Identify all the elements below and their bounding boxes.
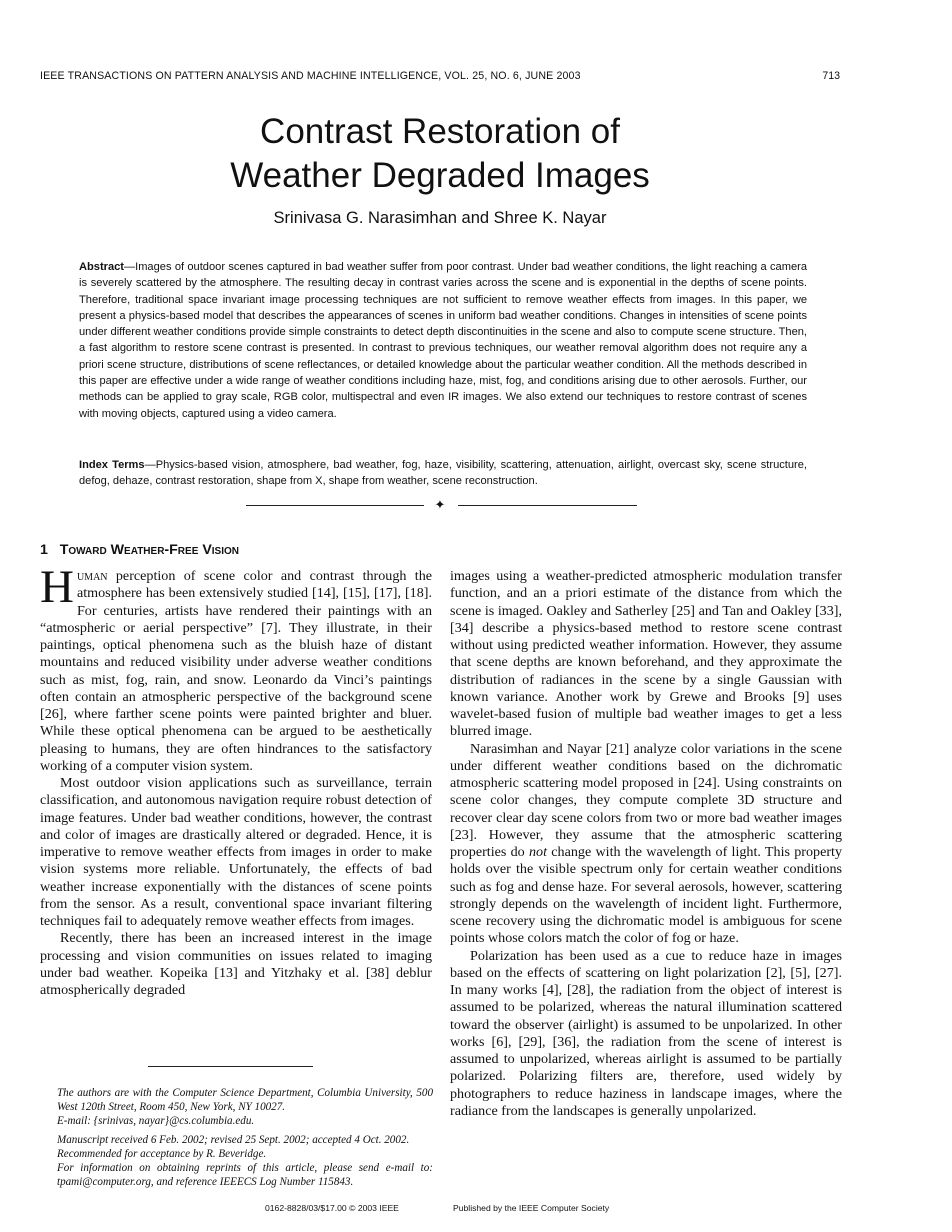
divider-rule-right	[458, 505, 637, 506]
paper-title	[0, 110, 880, 198]
footnote-affiliation	[57, 1086, 433, 1128]
abstract	[79, 259, 807, 422]
index-terms-label: Index Terms	[79, 459, 145, 471]
section-heading	[40, 542, 239, 558]
right-paragraph-2-emphasis: not	[529, 844, 548, 860]
divider-diamond-icon: ✦	[434, 497, 446, 512]
abstract-text: —Images of outdoor scenes captured in bad weather suffer from poor contrast. Under bad weather conditions, the light reaching a camera is severely scattered by the atmosphere. The resulting decay in contrast varies across the scene and is exponential in the depths of scene points. Therefore, traditional space invariant image processing techniques are not sufficient to remove weather effects from images. In this paper, we present a physics-based model that describes the appearances of scenes in uniform bad weather conditions. Changes in intensities of scene points under different weather conditions provide simple constraints to detect depth discontinuities in the scene and also to compute scene structure. Then, a fast algorithm to restore scene contrast is presented. In contrast to previous techniques, our weather removal algorithm does not require any a priori scene structure, distributions of scene reflectances, or detailed knowledge about the particular weather condition. All the methods described in this paper are effective under a wide range of weather conditions including haze, mist, fog, and conditions arising due to other aerosols. Further, our methods can be applied to gray scale, RGB color, multispectral and even IR images. We also extend our techniques to restore contrast of scenes with moving objects, captured using a video camera.	[79, 261, 807, 420]
left-paragraph-3: Recently, there has been an increased interest in the image processing and vision communities on issues related to imaging under bad weather. Kopeika [13] and Yitzhaky et al. [38] deblur atmospherically degraded	[40, 930, 432, 998]
right-paragraph-1: images using a weather-predicted atmospheric modulation transfer function, and an a priori estimate of the distance from which the scene is imaged. Oakley and Satherley [25] and Tan and Oakley [33], [34] describe a physics-based method to restore scene contrast without using predicted weather information. However, they assume that scene depths are known beforehand, and they approximate the distribution of radiances in the scene by a single Gaussian with known variance. Another work by Grewe and Brooks [9] uses wavelet-based fusion of multiple bad weather images to get a less blurred image.	[450, 568, 842, 740]
right-paragraph-3: Polarization has been used as a cue to reduce haze in images based on the effects of scattering on light polarization [2], [5], [27]. In many works [4], [28], the radiation from the object of interest is assumed to be polarized, whereas the natural illumination scattered toward the observer (airlight) is assumed to be unpolarized. In other works [6], [29], [36], the radiation from the scene of interest is assumed to unpolarized, whereas airlight is assumed to be partially polarized. Polarizing filters are, therefore, used widely by photographers to reduce haziness in landscape images, where the radiance from the landscapes is generally unpolarized.	[450, 947, 842, 1119]
abstract-label: Abstract	[79, 261, 125, 273]
footnote-reprints: For information on obtaining reprints of this article, please send e-mail to: tpami@computer.org, and reference IEEECS Log Number 115843.	[57, 1162, 433, 1188]
running-head: IEEE TRANSACTIONS ON PATTERN ANALYSIS AND MACHINE INTELLIGENCE, VOL. 25, NO. 6, JUNE 2003	[40, 70, 581, 82]
footer-publisher: Published by the IEEE Computer Society	[453, 1203, 610, 1213]
index-terms	[79, 457, 807, 490]
right-paragraph-2-text-a: Narasimhan and Nayar [21] analyze color variations in the scene under different weather conditions based on the dichromatic atmospheric scattering model proposed in [24]. Using constraints on scene color changes, they compute complete 3D structure and recover clear day scene colors from two or more bad weather images [23]. However, they assume that the atmospheric scattering properties do	[450, 740, 842, 860]
title-line-1: Contrast Restoration of	[260, 112, 620, 151]
left-paragraph-2: Most outdoor vision applications such as surveillance, terrain classification, and autonomous navigation require robust detection of image features. Under bad weather conditions, however, the contrast and color of images are drastically altered or degraded. Hence, it is imperative to remove weather effects from images in order to make vision systems more reliable. Unfortunately, the effects of bad weather increase exponentially with the distances of scene points from the sensor. As a result, conventional space invariant filtering techniques fail to adequately remove weather effects from images.	[40, 775, 432, 929]
right-paragraph-2	[450, 741, 842, 948]
left-paragraph-1	[40, 561, 432, 775]
authors: Srinivasa G. Narasimhan and Shree K. Nayar	[273, 209, 607, 227]
divider-rule-left	[246, 505, 424, 506]
page-number: 713	[822, 70, 840, 82]
footnote-affiliation-address: The authors are with the Computer Science Department, Columbia University, 500 West 120th Street, Room 450, New York, NY 10027.	[57, 1087, 433, 1113]
footer-copyright: 0162-8828/03/$17.00 © 2003 IEEE	[265, 1203, 399, 1213]
footnote-recommended: Recommended for acceptance by R. Beveridge.	[57, 1148, 267, 1160]
drop-cap: H	[40, 561, 74, 613]
drop-cap-rest: uman	[76, 568, 108, 584]
footnote-manuscript	[57, 1133, 433, 1189]
right-column	[450, 568, 842, 1120]
title-line-2: Weather Degraded Images	[230, 156, 650, 195]
section-title: Toward Weather-Free Vision	[59, 542, 240, 558]
right-paragraph-2-text-b: change with the wavelength of light. This property holds over the visible spectrum only for certain weather conditions such as fog and dense haze. For several aerosols, however, scattering strongly depends on the wavelength of incident light. Furthermore, scene recovery using the dichromatic model is ambiguous for scene points whose colors match the color of fog or haze.	[450, 844, 842, 947]
footnote-rule	[148, 1066, 313, 1067]
footnote-affiliation-email: E-mail: {srinivas, nayar}@cs.columbia.edu.	[57, 1115, 255, 1127]
footnote-manuscript-dates: Manuscript received 6 Feb. 2002; revised 25 Sept. 2002; accepted 4 Oct. 2002.	[57, 1134, 410, 1146]
index-terms-text: —Physics-based vision, atmosphere, bad weather, fog, haze, visibility, scattering, attenuation, airlight, overcast sky, scene structure, defog, dehaze, contrast restoration, shape from X, shape from weather, scene reconstruction.	[79, 459, 808, 488]
left-column	[40, 561, 432, 999]
section-number: 1	[40, 542, 48, 558]
left-paragraph-1-text: perception of scene color and contrast through the atmosphere has been extensively studied [14], [15], [17], [18]. For centuries, artists have rendered their paintings with an “atmospheric or aerial perspective” [7]. They illustrate, in their paintings, optical phenomena such as the bluish haze of distant mountains and reduced visibility under adverse weather conditions such as mist, fog, rain, and snow. Leonardo da Vinci’s paintings often contain an atmospheric perspective of the background scene [26], where farther scene points were painted brighter and bluer. While these optical phenomena can be argued to be aesthetically pleasing to humans, they are often hindrances to the satisfactory working of a computer vision system.	[40, 568, 432, 774]
